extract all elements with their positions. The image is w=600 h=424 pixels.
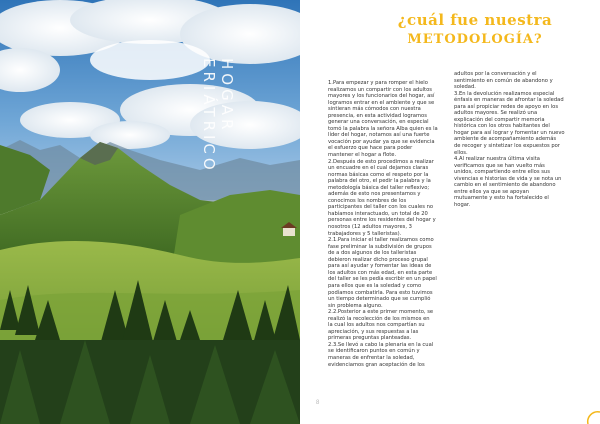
right-page-text [300, 0, 600, 424]
heading-line-2: METODOLOGÍA? [407, 32, 543, 47]
vertical-title-line-1: HOGAR [218, 58, 236, 134]
column-1-paragraph: 1.Para empezar y para romper el hielo realizamos un compartir con los adultos mayores y los funcionarios del hogar, así logramos entrar en el ambiente y que se sintieran más cómodos con nuestra presencia, en esta actividad logramos generar una conversación, en especial tomó la palabra la señora Alba quien es la líder del hogar, notamos así una fuerte vocación por ayudar ya que se evidencia el esfuerzo que hace para poder mantener el hogar a flote. 2.Después de esto procedimos a realizar un encuadre en el cual dejamos claras normas básicas como el respeto por la palabra del otro, el pedir la palabra y la metodología básica del taller reflexivo; además de esto nos presentamos y conocimos los nombres de los participantes del taller con los cuales no habíamos interactuado, un total de 20 personas entre los residentes del hogar y nosotros (12 adultos mayores, 3 trabajadores y 5 talleristas). 2.1.Para iniciar el taller realizamos como fase preliminar la subdivisión de grupos de a dos algunos de los talleristas debieron realizar dicho proceso grupal para así ayudar y fomentar las ideas de los adultos con más edad, en esta parte del taller se les pedía escribir en un papel para ellos que es la soledad y como podíamos combatirla. Para esto tuvimos un tiempo determinado que se cumplió sin problema alguno. 2.2.Posterior a este primer momento, se realizó la recolección de los mismos en la cual los adultos nos compartían su apreciación, y sus respuestas a las primeras preguntas planteadas. 2.3.Se llevó a cabo la plenaria en la cual se identificaron puntos en común y maneras de enfrentar la soledad, evidenciamos gran aceptación de los [328, 80, 438, 368]
heading-line-1: ¿cuál fue nuestra [397, 11, 553, 29]
corner-arc-decoration [586, 410, 600, 424]
text-column-1 [328, 80, 448, 368]
page-number: 8 [316, 400, 320, 406]
text-column-2 [454, 71, 572, 208]
vertical-title [196, 58, 236, 258]
vertical-title-line-2: ERIÁTRICO [200, 58, 218, 174]
column-2-paragraph: adultos por la conversación y el sentimiento en común de abandono y soledad. 3.En la devolución realizamos especial énfasis en maneras de afrontar la soledad para así propiciar redes de apoyo en los adultos mayores. Se realizó una explicación del compartir memoria histórica con los otros habitantes del hogar para así lograr y fomentar un nuevo ambiente de acompañamiento además de recoger y sintetizar los expuestos por ellos. 4.Al realizar nuestra última visita verificamos que se han vuelto más unidos, compartiendo entre ellos sus vivencias e historias de vida y se nota un cambio en el sentimiento de abandono entre ellos ya que se apoyan mutuamente y esto ha fortalecido el hogar. [454, 71, 565, 208]
section-heading [385, 10, 565, 50]
